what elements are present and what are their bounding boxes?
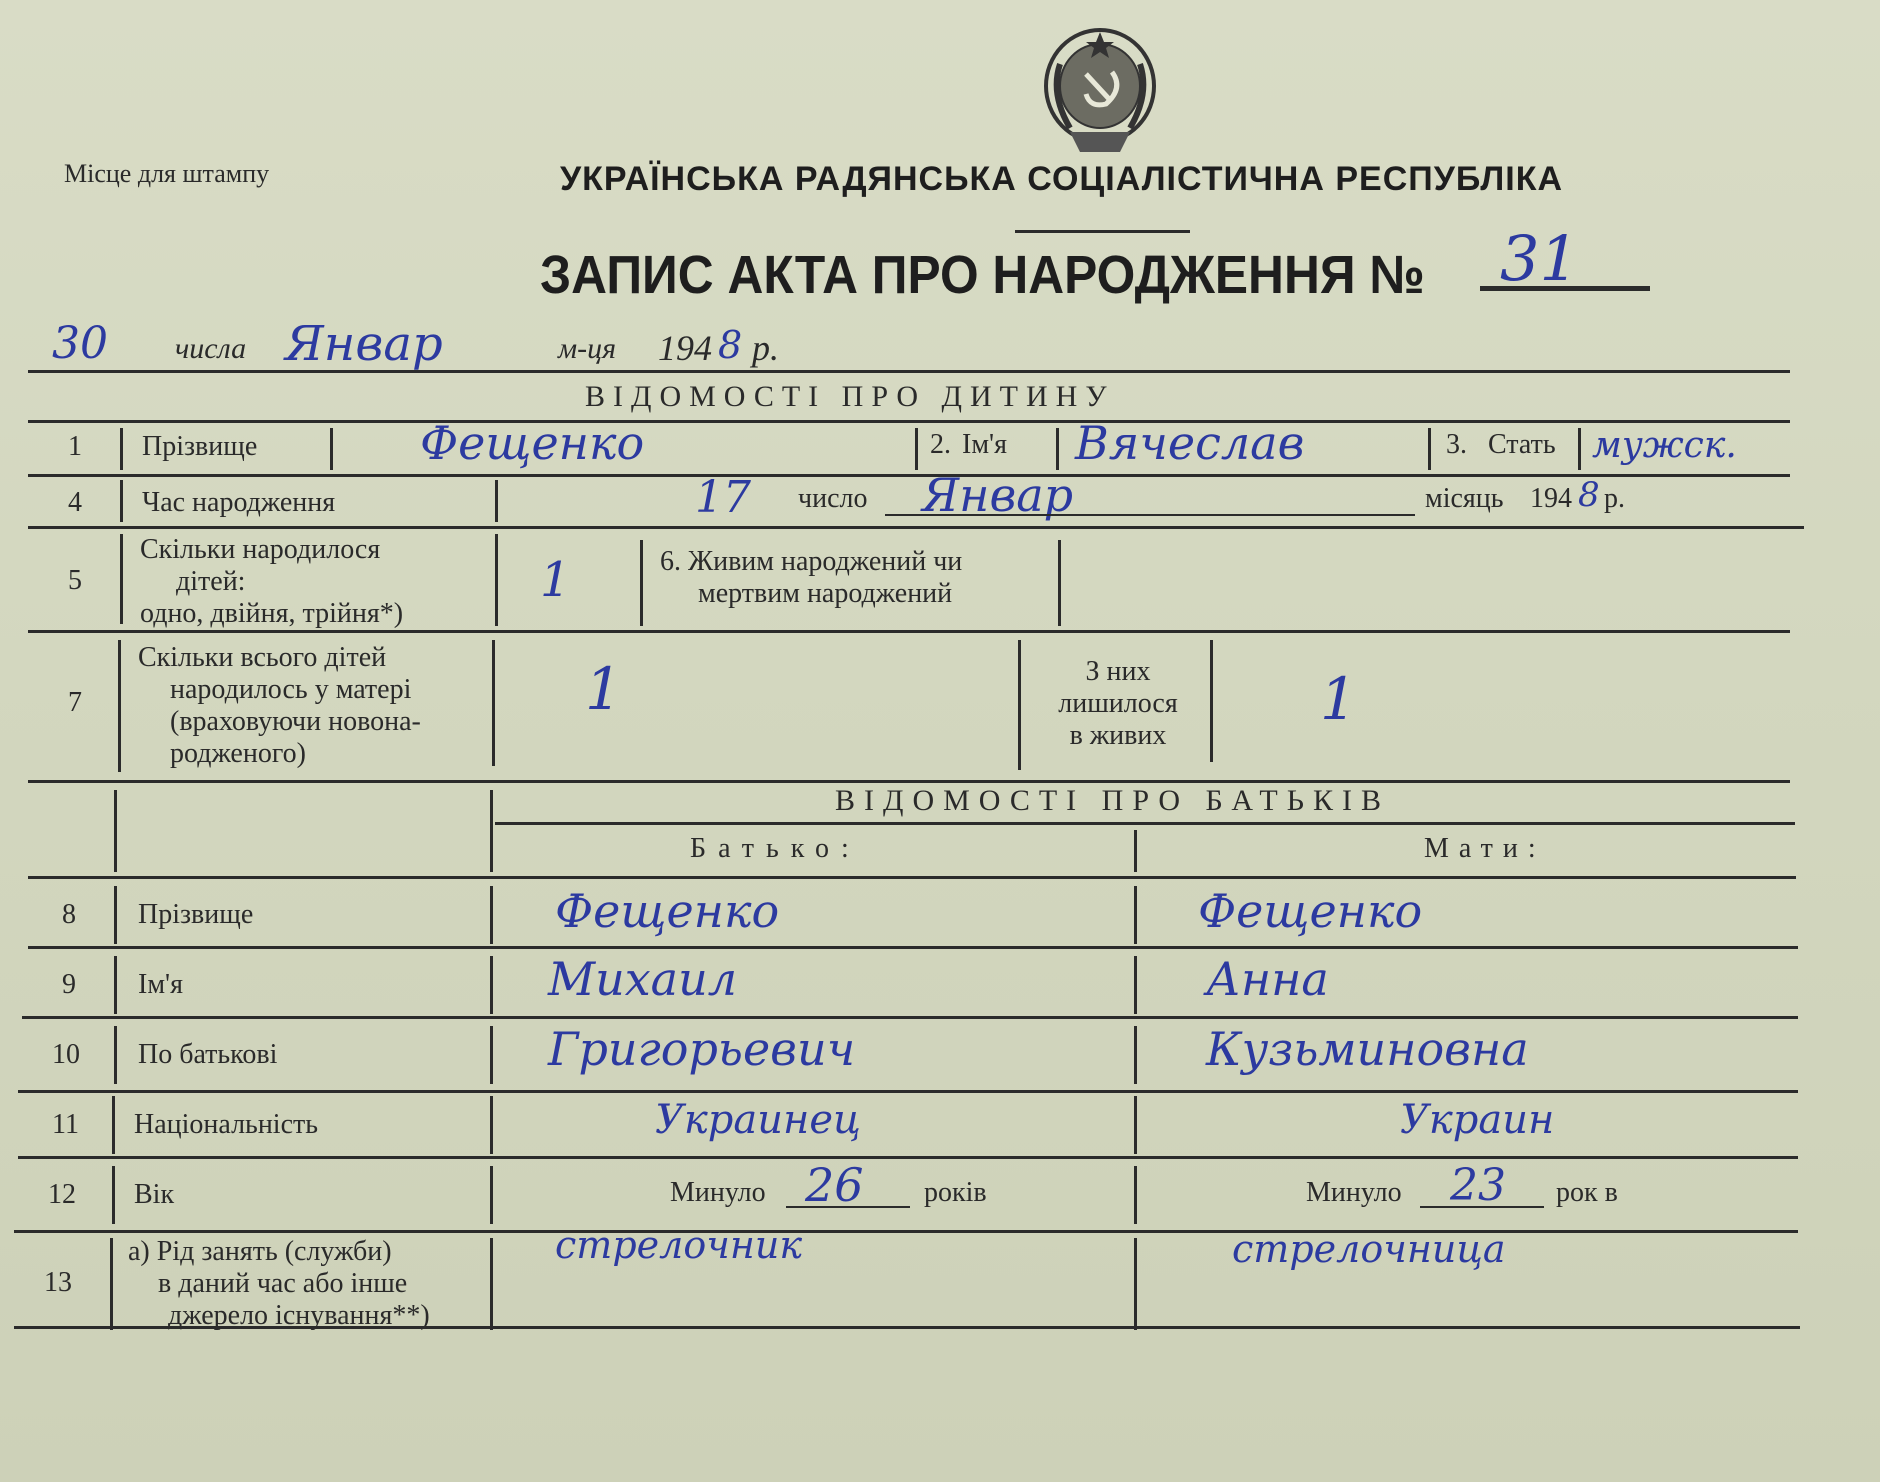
- birth-month-label: місяць: [1425, 483, 1504, 514]
- child-name-value: Вячеслав: [1075, 416, 1305, 470]
- table-divider: [1428, 428, 1431, 470]
- table-divider: [114, 886, 117, 944]
- record-day: 30: [52, 318, 108, 369]
- label-line: родженого): [170, 738, 306, 769]
- child-surname-value: Фещенко: [420, 416, 645, 470]
- table-rule: [18, 1090, 1798, 1093]
- birth-time-label: Час народження: [142, 487, 336, 518]
- birth-day-value: 17: [695, 472, 751, 523]
- row-number: 9: [62, 969, 76, 1000]
- father-header: Батько:: [690, 833, 861, 864]
- father-name-value: Михаил: [548, 952, 738, 1006]
- label-line: народилось у матері: [170, 674, 412, 705]
- table-divider: [112, 1096, 115, 1154]
- label-line: лишилося: [1058, 688, 1178, 719]
- label-line: мертвим народжений: [698, 578, 953, 609]
- table-divider: [1134, 886, 1137, 944]
- label-line: в даний час або інше: [158, 1268, 408, 1299]
- row-number: 5: [68, 565, 82, 596]
- table-divider: [1134, 1096, 1137, 1154]
- label-line: Живим народжений чи: [688, 546, 963, 577]
- mother-occupation-value: стрелочница: [1232, 1227, 1506, 1271]
- row-number: 7: [68, 687, 82, 718]
- child-sex-label: Стать: [1488, 429, 1556, 460]
- label-line: в живих: [1069, 720, 1167, 751]
- birth-month-value: Январ: [922, 468, 1074, 522]
- label-line: Скільки народилося: [140, 534, 381, 565]
- father-surname-value: Фещенко: [555, 884, 780, 938]
- table-rule: [28, 526, 1804, 529]
- table-divider: [114, 790, 117, 872]
- table-divider: [1018, 640, 1021, 770]
- record-day-label: числа: [175, 332, 247, 365]
- document-title: ЗАПИС АКТА ПРО НАРОДЖЕННЯ №: [540, 245, 1425, 305]
- table-rule: [18, 1156, 1798, 1159]
- table-divider: [110, 1238, 113, 1330]
- table-divider: [490, 1166, 493, 1224]
- row-number: 12: [48, 1179, 76, 1210]
- table-divider: [490, 1238, 493, 1330]
- label-line: З них: [1085, 656, 1151, 687]
- surviving-children-value: 1: [1320, 665, 1357, 733]
- state-emblem-icon: [1040, 24, 1160, 156]
- header-divider: [1015, 230, 1190, 233]
- father-occupation-value: стрелочник: [555, 1223, 803, 1267]
- row-number: 4: [68, 487, 82, 518]
- child-section-title: ВІДОМОСТІ ПРО ДИТИНУ: [585, 380, 1115, 413]
- label-line: Скільки всього дітей: [138, 642, 387, 673]
- table-divider: [112, 1166, 115, 1224]
- birth-year-suffix: р.: [1604, 483, 1625, 514]
- surviving-children-label: [1028, 656, 1208, 752]
- occupation-label: [128, 1236, 430, 1332]
- birth-year-digit: 8: [1578, 475, 1600, 515]
- father-age-underline: [786, 1206, 910, 1208]
- table-divider: [495, 480, 498, 522]
- table-rule: [22, 1016, 1798, 1019]
- child-name-num: 2.: [930, 429, 951, 460]
- table-divider: [120, 534, 123, 624]
- mother-age-underline: [1420, 1206, 1544, 1208]
- row-number: 6.: [660, 546, 681, 577]
- table-divider: [1134, 1166, 1137, 1224]
- child-sex-value: мужск.: [1592, 425, 1737, 466]
- record-year-printed: 194: [658, 328, 712, 368]
- table-divider: [1578, 428, 1581, 470]
- table-divider: [490, 956, 493, 1014]
- table-rule: [495, 822, 1795, 825]
- birth-day-label: число: [798, 483, 868, 514]
- table-divider: [1056, 428, 1059, 470]
- table-divider: [118, 640, 121, 772]
- table-divider: [490, 790, 493, 872]
- children-born-value: 1: [540, 552, 571, 608]
- table-divider: [1134, 830, 1137, 872]
- parent-surname-label: Прізвище: [138, 899, 254, 930]
- table-divider: [490, 1096, 493, 1154]
- father-patronymic-value: Григорьевич: [548, 1022, 856, 1076]
- table-divider: [1134, 956, 1137, 1014]
- table-divider: [490, 1026, 493, 1084]
- table-divider: [640, 540, 643, 626]
- mother-age-value: 23: [1450, 1160, 1506, 1211]
- record-month: Январ: [285, 316, 443, 372]
- live-born-label: [660, 546, 962, 610]
- label-line: одно, двійня, трійня*): [140, 598, 404, 629]
- father-age-prefix: Минуло: [670, 1177, 766, 1208]
- stamp-place-label: Місце для штампу: [64, 159, 270, 188]
- mother-header: Мати:: [1424, 833, 1546, 864]
- table-divider: [492, 640, 495, 766]
- father-nationality-value: Украинец: [655, 1097, 861, 1143]
- row-number: 8: [62, 899, 76, 930]
- table-rule: [28, 946, 1798, 949]
- row-number: 13: [44, 1267, 72, 1298]
- mother-surname-value: Фещенко: [1198, 884, 1423, 938]
- mother-age-prefix: Минуло: [1306, 1177, 1402, 1208]
- mother-age-suffix: рок в: [1556, 1177, 1618, 1208]
- father-age-value: 26: [805, 1158, 864, 1212]
- row-number: 11: [52, 1109, 79, 1140]
- record-year-suffix: р.: [752, 328, 779, 368]
- mother-patronymic-value: Кузьминовна: [1206, 1022, 1529, 1076]
- table-divider: [490, 886, 493, 944]
- label-line: (враховуючи новона-: [170, 706, 421, 737]
- age-label: Вік: [134, 1179, 175, 1210]
- child-name-label: Ім'я: [962, 429, 1007, 460]
- row-number: 10: [52, 1039, 80, 1070]
- record-number-underline: [1480, 286, 1650, 291]
- table-divider: [120, 428, 123, 470]
- table-divider: [114, 956, 117, 1014]
- total-children-value: 1: [585, 655, 622, 723]
- birth-month-underline: [885, 514, 1415, 516]
- parent-name-label: Ім'я: [138, 969, 183, 1000]
- table-rule: [14, 1326, 1800, 1329]
- table-divider: [1058, 540, 1061, 626]
- table-divider: [120, 480, 123, 522]
- table-rule: [14, 1230, 1798, 1233]
- table-divider: [915, 428, 918, 470]
- table-divider: [1134, 1238, 1137, 1330]
- nationality-label: Національність: [134, 1109, 319, 1140]
- label-line: а) Рід занять (служби): [128, 1236, 392, 1267]
- table-rule: [28, 420, 1790, 423]
- date-line: [28, 370, 1790, 373]
- table-divider: [330, 428, 333, 470]
- child-surname-label: Прізвище: [142, 431, 258, 462]
- label-line: дітей:: [176, 566, 246, 597]
- mother-name-value: Анна: [1206, 952, 1329, 1006]
- birth-year-printed: 194: [1530, 483, 1572, 514]
- republic-title: УКРАЇНСЬКА РАДЯНСЬКА СОЦІАЛІСТИЧНА РЕСПУБЛІКА: [560, 160, 1564, 198]
- table-divider: [495, 534, 498, 626]
- record-month-label: м-ця: [558, 332, 617, 365]
- table-divider: [1134, 1026, 1137, 1084]
- record-number: 31: [1500, 222, 1579, 295]
- table-divider: [114, 1026, 117, 1084]
- row-number: 1: [68, 431, 82, 462]
- record-year-digit: 8: [718, 323, 743, 367]
- children-born-label: [140, 534, 403, 630]
- table-rule: [28, 474, 1790, 477]
- table-rule: [28, 630, 1790, 633]
- mother-nationality-value: Украин: [1400, 1097, 1555, 1143]
- child-sex-num: 3.: [1446, 429, 1467, 460]
- table-rule: [28, 780, 1790, 783]
- father-age-suffix: років: [924, 1177, 987, 1208]
- table-divider: [1210, 640, 1213, 762]
- total-children-label: [138, 642, 421, 770]
- table-rule: [28, 876, 1796, 879]
- label-line: джерело існування**): [168, 1300, 430, 1331]
- patronymic-label: По батькові: [138, 1039, 278, 1070]
- parents-section-title: ВІДОМОСТІ ПРО БАТЬКІВ: [835, 784, 1390, 817]
